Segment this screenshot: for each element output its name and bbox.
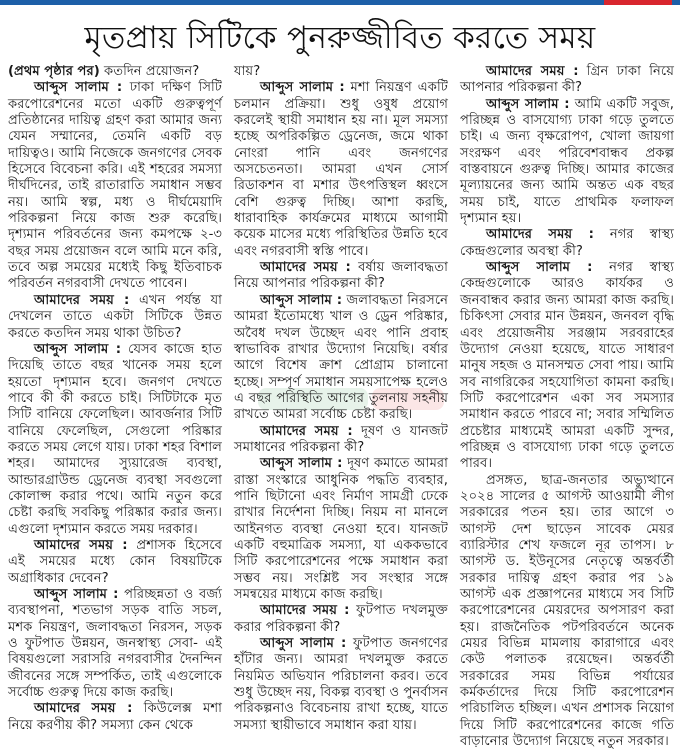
speaker-label: আমাদের সময় :	[486, 64, 579, 79]
paragraph-text: দূষণ ও যানজট সমাধানের পরিকল্পনা কী?	[234, 423, 448, 455]
article-column-2	[234, 64, 448, 750]
article-paragraph	[234, 424, 448, 457]
speaker-label: আব্দুস সালাম :	[260, 80, 345, 96]
article-paragraph	[234, 603, 448, 636]
article-paragraph	[8, 701, 222, 734]
paragraph-text: কতদিন প্রয়োজন?	[99, 64, 200, 79]
paragraph-text: জলাবদ্ধতা নিরসনে আমরা ইতোমধ্যে খাল ও ড্রেন পরিষ্কার, অবৈধ দখল উচ্ছেদ এবং পানি প্রবাহ স্বাভাবিক রাখার উদ্যোগ নিয়েছি। বর্ষার আগে বিশেষ ক্রাশ প্রোগ্রাম চালানো হচ্ছে। সম্পূর্ণ সমাধান সময়সাপেক্ষ হলেও এ বছর পরিস্থিতি আগের তুলনায় সহনীয় রাখতে আমরা সর্বোচ্চ চেষ্টা করছি।	[234, 292, 448, 423]
speaker-label: আমাদের সময় :	[486, 227, 594, 243]
paragraph-text: যায়?	[234, 64, 261, 79]
paragraph-text: নগর স্বাস্থ্য কেন্দ্রগুলোর অবস্থা কী?	[460, 227, 674, 259]
article-paragraph	[8, 80, 222, 292]
speaker-label: আব্দুস সালাম :	[34, 341, 122, 357]
speaker-label: আব্দুস সালাম :	[34, 587, 119, 602]
speaker-label: আব্দুস সালাম :	[260, 456, 343, 472]
article-paragraph	[8, 587, 222, 701]
article-paragraph	[234, 260, 448, 293]
article-column-3	[460, 64, 674, 750]
article-paragraph	[234, 456, 448, 603]
paragraph-text: প্রশাসক হিসেবে এই সময়ের মধ্যে কোন বিষয়টিকে অগ্রাধিকার দেবেন?	[8, 537, 222, 586]
paragraph-text: গ্রিন ঢাকা নিয়ে আপনার পরিকল্পনা কী?	[460, 64, 674, 96]
speaker-label: (প্রথম পৃষ্ঠার পর)	[8, 64, 100, 79]
paragraph-text: ঢাকা দক্ষিণ সিটি করপোরেশনের মতো একটি গুরুত্বপূর্ণ প্রতিষ্ঠানের দায়িত্ব গ্রহণ করা আমার জন্য যেমন সম্মানের, তেমনি একটি বড় দায়িত্বও। আমি নিজেকে জনগণের সেবক হিসেবে বিবেচনা করি। এই শহরের সমস্যা দীর্ঘদিনের, তাই রাতারাতি সমাধান সম্ভব নয়। আমি স্বল্প, মধ্য ও দীর্ঘমেয়াদি পরিকল্পনা নিয়ে কাজ শুরু করেছি। দৃশ্যমান পরিবর্তনের জন্য কমপক্ষে ২-৩ বছর সময় প্রয়োজন বলে আমি মনে করি, তবে অল্প সময়ের মধ্যেই কিছু ইতিবাচক পরিবর্তন নগরবাসী দেখতে পাবেন।	[8, 80, 222, 292]
header-accent-bar	[604, 0, 672, 5]
speaker-label: আব্দুস সালাম :	[486, 96, 570, 112]
article-body	[8, 64, 674, 750]
paragraph-text: পরিচ্ছন্নতা ও বর্জ্য ব্যবস্থাপনা, শতভাগ সড়ক বাতি সচল, মশক নিয়ন্ত্রণ, জলাবদ্ধতা নিরসন, সড়ক ও ফুটপাত উন্নয়ন, জনস্বাস্থ্য সেবা- এই বিষয়গুলো সরাসরি নগরবাসীর দৈনন্দিন জীবনের সঙ্গে সম্পর্কিত, তাই এগুলোকে সর্বোচ্চ গুরুত্ব দিয়ে কাজ করছি।	[8, 587, 222, 701]
speaker-label: আব্দুস সালাম :	[486, 260, 593, 276]
paragraph-text: যেসব কাজে হাত দিয়েছি তাতে বছর খানেক সময় হলে হয়তো দৃশ্যমান হবে। জনগণ দেখতে পাবে কী কী করতে চাই। সিটিটাকে মৃত সিটি বানিয়ে ফেলেছিল। আবর্জনার সিটি বানিয়ে ফেলেছিল, সেগুলো পরিষ্কার করতে সময় লেগে যায়। ঢাকা শহর বিশাল শহর। আমাদের স্যুয়ারেজ ব্যবস্থা, আন্ডারগ্রাউন্ড ড্রেনেজ ব্যবস্থা সবগুলো কোলাপ্স করার পথে। আমি নতুন করে চেষ্টা করছি সবকিছু পরিষ্কার করার জন্য। এগুলো দৃশ্যমান করতে সময় দরকার।	[8, 341, 222, 537]
article-column-1	[8, 64, 222, 750]
paragraph-text: কিউলেক্স মশা নিয়ে করণীয় কী? সমস্যা কেন থেকে	[8, 701, 222, 733]
paragraph-text: ফুটপাত জনগণের হাঁটার জন্য। আমরা দখলমুক্ত করতে নিয়মিত অভিযান পরিচালনা করব। তবে শুধু উচ্ছেদ নয়, বিকল্প ব্যবস্থা ও পুনর্বাসন পরিকল্পনাও বিবেচনায় রাখা হচ্ছে, যাতে সমস্যা স্থায়ীভাবে সমাধান করা যায়।	[234, 636, 448, 733]
paragraph-text: বর্ষায় জলাবদ্ধতা নিয়ে আপনার পরিকল্পনা কী?	[234, 260, 448, 292]
paragraph-text: নগর স্বাস্থ্য কেন্দ্রগুলোকে আরও কার্যকর ও জনবান্ধব করার জন্য আমরা কাজ করছি। চিকিৎসা সেবার মান উন্নয়ন, জনবল বৃদ্ধি এবং প্রয়োজনীয় সরঞ্জাম সরবরাহের উদ্যোগ নেওয়া হয়েছে, যাতে সাধারণ মানুষ সহজ ও মানসম্মত সেবা পায়। আমি সব নাগরিকের সহযোগিতা কামনা করছি। সিটি করপোরেশন একা সব সমস্যার সমাধান করতে পারবে না; সবার সম্মিলিত প্রচেষ্টার মাধ্যমেই আমরা একটি সুন্দর, পরিচ্ছন্ন ও বাসযোগ্য ঢাকা গড়ে তুলতে পারব।	[460, 260, 674, 472]
speaker-label: আমাদের সময় :	[260, 603, 350, 619]
speaker-label: আব্দুস সালাম :	[260, 636, 347, 652]
header-color-bar	[0, 0, 680, 5]
article-paragraph	[460, 473, 674, 750]
article-paragraph	[234, 293, 448, 424]
article-paragraph	[234, 636, 448, 734]
speaker-label: আমাদের সময় :	[34, 537, 128, 553]
article-paragraph	[234, 80, 448, 260]
article-paragraph	[8, 342, 222, 538]
paragraph-text: দূষণ কমাতে আমরা রাস্তা সংস্কারে আধুনিক পদ্ধতি ব্যবহার, পানি ছিটানো এবং নির্মাণ সামগ্রী ঢেকে রাখার নির্দেশনা দিচ্ছি। নিয়ম না মানলে আইনগত ব্যবস্থা নেওয়া হবে। যানজট একটি বহুমাত্রিক সমস্যা, যা এককভাবে সিটি করপোরেশনের পক্ষে সমাধান করা সম্ভব নয়। সংশ্লিষ্ট সব সংস্থার সঙ্গে সমন্বয়ের মাধ্যমে কাজ করছি।	[234, 456, 448, 602]
speaker-label: আমাদের সময় :	[260, 260, 351, 276]
speaker-label: আমাদের সময় :	[34, 292, 130, 308]
speaker-label: আব্দুস সালাম :	[260, 292, 342, 308]
paragraph-text: মশা নিয়ন্ত্রণ একটি চলমান প্রক্রিয়া। শুধু ওষুধ প্রয়োগ করলেই স্থায়ী সমাধান হয় না। মূল সমস্যা হচ্ছে অপরিকল্পিত ড্রেনেজ, জমে থাকা নোংরা পানি এবং জনগণের অসচেতনতা। আমরা এখন সোর্স রিডাকশন বা মশার উৎপত্তিস্থল ধ্বংসে বেশি গুরুত্ব দিচ্ছি। আশা করছি, ধারাবাহিক কার্যক্রমের মাধ্যমে আগামী কয়েক মাসের মধ্যে পরিস্থিতির উন্নতি হবে এবং নগরবাসী স্বস্তি পাবে।	[234, 80, 448, 259]
paragraph-text: এখন পর্যন্ত যা দেখলেন তাতে একটা সিটিকে উন্নত করতে কতদিন সময় থাকা উচিত?	[8, 292, 222, 341]
article-paragraph	[460, 97, 674, 228]
speaker-label: আমাদের সময় :	[260, 423, 353, 439]
article-headline: মৃতপ্রায় সিটিকে পুনরুজ্জীবিত করতে সময়	[84, 20, 596, 56]
article-paragraph	[234, 64, 448, 80]
paragraph-text: আমি একটি সবুজ, পরিচ্ছন্ন ও বাসযোগ্য ঢাকা গড়ে তুলতে চাই। এ জন্য বৃক্ষরোপণ, খোলা জায়গা সংরক্ষণ এবং পরিবেশবান্ধব প্রকল্প বাস্তবায়নে গুরুত্ব দিচ্ছি। আমার কাজের মূল্যায়নের জন্য আমি অন্তত এক বছর সময় চাই, যাতে প্রাথমিক ফলাফল দৃশ্যমান হয়।	[460, 96, 674, 227]
speaker-label: আব্দুস সালাম :	[34, 80, 123, 96]
article-paragraph	[8, 538, 222, 587]
paragraph-text: ফুটপাত দখলমুক্ত করার পরিকল্পনা কী?	[234, 603, 448, 635]
speaker-label: আমাদের সময় :	[34, 701, 133, 717]
article-paragraph	[460, 64, 674, 97]
article-paragraph	[8, 64, 222, 80]
paragraph-text: প্রসঙ্গত, ছাত্র-জনতার অভ্যুত্থানে ২০২৪ সালের ৫ আগস্ট আওয়ামী লীগ সরকারের পতন হয়। তার আগে ৩ আগস্ট দেশ ছাড়েন সাবেক মেয়র ব্যারিস্টার শেখ ফজলে নূর তাপস। ৮ আগস্ট ড. ইউনূসের নেতৃত্বে অন্তর্বর্তী সরকার দায়িত্ব গ্রহণ করার পর ১৯ আগস্ট এক প্রজ্ঞাপনের মাধ্যমে সব সিটি করপোরেশনের মেয়রদের অপসারণ করা হয়। রাজনৈতিক পটপরিবর্তনে অনেক মেয়র বিভিন্ন মামলায় কারাগারে এবং কেউ পলাতক রয়েছেন। অন্তর্বর্তী সরকারের সময় বিভিন্ন পর্যায়ের কর্মকর্তাদের দিয়ে সিটি করপোরেশন পরিচালিত হচ্ছিল। এখন প্রশাসক নিয়োগ দিয়ে সিটি করপোরেশনের কাজে গতি বাড়ানোর উদ্যোগ নিয়েছে নতুন সরকার।	[460, 472, 674, 750]
article-paragraph	[8, 293, 222, 342]
article-paragraph	[460, 260, 674, 472]
article-paragraph	[460, 227, 674, 260]
